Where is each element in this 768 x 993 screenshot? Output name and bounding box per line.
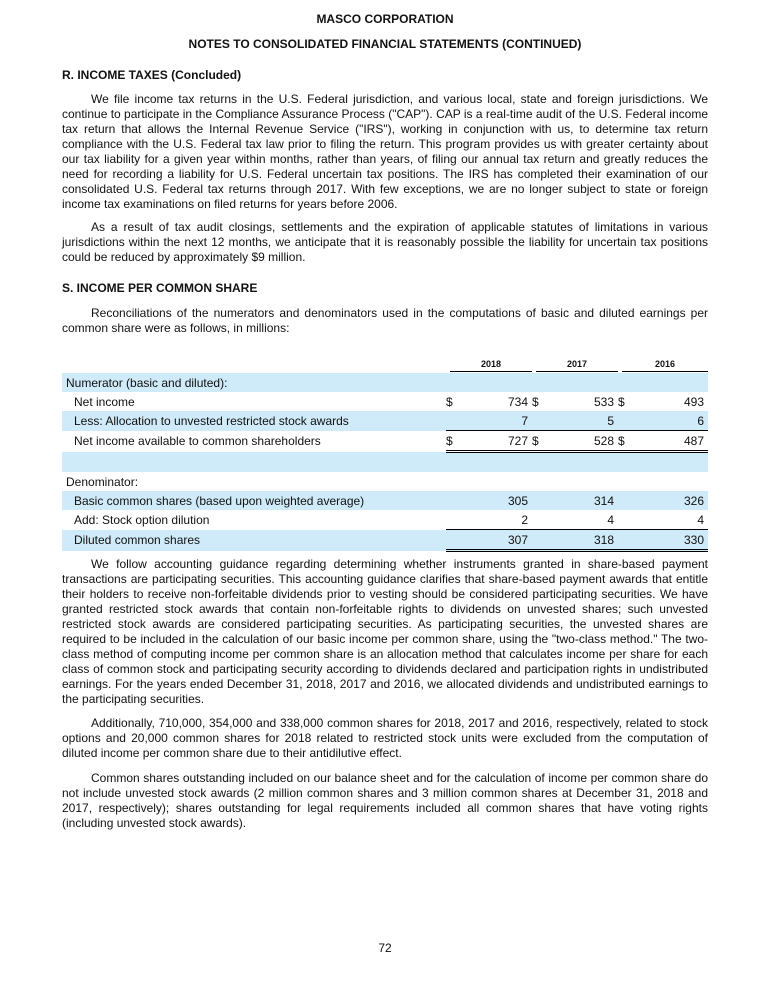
table-header-row bbox=[62, 357, 708, 373]
cell-value: 330 bbox=[634, 530, 708, 551]
row-label: Net income available to common shareholders bbox=[74, 434, 321, 448]
section-s-intro: Reconciliations of the numerators and denominators used in the computations of basic and diluted earnings per common share were as follows, in millions: bbox=[62, 306, 708, 335]
cell-value: 4 bbox=[548, 510, 618, 530]
section-s-title: S. INCOME PER COMMON SHARE bbox=[62, 281, 258, 295]
table-row bbox=[62, 392, 708, 411]
cell-value: 7 bbox=[462, 411, 532, 431]
section-r-paragraph-1: We file income tax returns in the U.S. Federal jurisdiction, and various local, state and foreign jurisdictions. We continue to participate in the Compliance Assurance Process ("CAP"). CAP is a real-time audit of the U.S. Federal income tax return that allows the Internal Revenue Service ("IRS"), working in conjunction with us, to determine tax return compliance with the U.S. Federal tax law prior to filing the return. This program provides us with greater certainty about our tax liability for a given year within months, rather than years, of filing our annual tax return and greatly reduces the need for recording a liability for U.S. Federal uncertain tax positions. The IRS has completed their examination of our consolidated U.S. Federal tax returns through 2017. With few exceptions, we are no longer subject to state or foreign income tax examinations on filed returns for years before 2006. bbox=[62, 92, 708, 211]
cell-value: 487 bbox=[634, 431, 708, 452]
cell-value: 533 bbox=[593, 394, 614, 409]
cell-value: 305 bbox=[462, 491, 532, 510]
notes-subtitle: NOTES TO CONSOLIDATED FINANCIAL STATEMENTS (CONTINUED) bbox=[188, 37, 582, 51]
denominator-header: Denominator: bbox=[66, 474, 139, 489]
section-s-paragraph-3: We follow accounting guidance regarding determining whether instruments granted in share-based payment transactions are participating securities. This accounting guidance clarifies that share-based payment awards that entitle their holders to receive non-forfeitable dividends prior to vesting should be considered participating securities. We have granted restricted stock awards that contain non-forfeitable rights to dividends on unvested shares; such unvested restricted stock awards are considered participating securities. As participating securities, the unvested shares are required to be included in the calculation of our basic income per common share, using the "two-class method." The two-class method of computing income per common share is an allocation method that calculates income per share for each class of common stock and participating security according to dividends declared and participation rights in undistributed earnings. For the years ended December 31, 2018, 2017 and 2016, we allocated dividends and undistributed earnings to the participating securities. bbox=[62, 557, 708, 706]
cell-value: 6 bbox=[634, 411, 708, 431]
year-header: 2018 bbox=[450, 359, 532, 372]
currency-symbol: $ bbox=[446, 394, 453, 409]
eps-reconciliation-table bbox=[62, 357, 708, 552]
table-row bbox=[62, 510, 708, 530]
cell-value: 734 bbox=[507, 394, 528, 409]
page-number: 72 bbox=[378, 941, 392, 955]
section-s-paragraph-5: Common shares outstanding included on our balance sheet and for the calculation of income per common share do not include unvested stock awards (2 million common shares and 3 million common shares at December 31, 2018 and 2017, respectively); shares outstanding for legal requirements included all common shares that have voting rights (including unvested stock awards). bbox=[62, 771, 708, 830]
cell-value: 727 bbox=[462, 431, 532, 452]
currency-symbol: $ bbox=[532, 431, 548, 452]
section-s-paragraph-4: Additionally, 710,000, 354,000 and 338,000 common shares for 2018, 2017 and 2016, respectively, related to stock options and 20,000 common shares for 2018 related to restricted stock units were excluded from the computation of diluted income per common share due to their antidilutive effect. bbox=[62, 716, 708, 760]
table-spacer-row bbox=[62, 452, 708, 473]
cell-value: 314 bbox=[548, 491, 618, 510]
cell-value: 493 bbox=[683, 394, 704, 409]
table-row bbox=[62, 530, 708, 551]
table-row bbox=[62, 411, 708, 431]
table-row bbox=[62, 373, 708, 392]
year-header: 2017 bbox=[536, 359, 618, 372]
row-label: Basic common shares (based upon weighted average) bbox=[62, 491, 446, 510]
row-label: Diluted common shares bbox=[62, 530, 446, 551]
cell-value: 307 bbox=[462, 530, 532, 551]
table-row bbox=[62, 472, 708, 491]
table-row bbox=[62, 431, 708, 452]
currency-symbol: $ bbox=[618, 431, 634, 452]
numerator-header: Numerator (basic and diluted): bbox=[62, 373, 708, 392]
section-r-paragraph-2: As a result of tax audit closings, settlements and the expiration of applicable statutes of limitations in various jurisdictions within the next 12 months, we anticipate that it is reasonably possible the liability for uncertain tax positions could be reduced by approximately $9 million. bbox=[62, 220, 708, 264]
cell-value: 2 bbox=[462, 510, 532, 530]
cell-value: 326 bbox=[634, 491, 708, 510]
currency-symbol: $ bbox=[532, 394, 539, 409]
row-label: Add: Stock option dilution bbox=[74, 512, 210, 527]
cell-value: 528 bbox=[548, 431, 618, 452]
currency-symbol: $ bbox=[446, 431, 462, 452]
year-header: 2016 bbox=[622, 359, 708, 372]
currency-symbol: $ bbox=[618, 394, 625, 409]
table-row bbox=[62, 491, 708, 510]
cell-value: 4 bbox=[634, 510, 708, 530]
cell-value: 5 bbox=[548, 411, 618, 431]
row-label: Less: Allocation to unvested restricted stock awards bbox=[62, 411, 446, 431]
section-r-title: R. INCOME TAXES (Concluded) bbox=[62, 68, 242, 82]
row-label: Net income bbox=[74, 394, 135, 409]
cell-value: 318 bbox=[548, 530, 618, 551]
company-name: MASCO CORPORATION bbox=[316, 12, 454, 26]
